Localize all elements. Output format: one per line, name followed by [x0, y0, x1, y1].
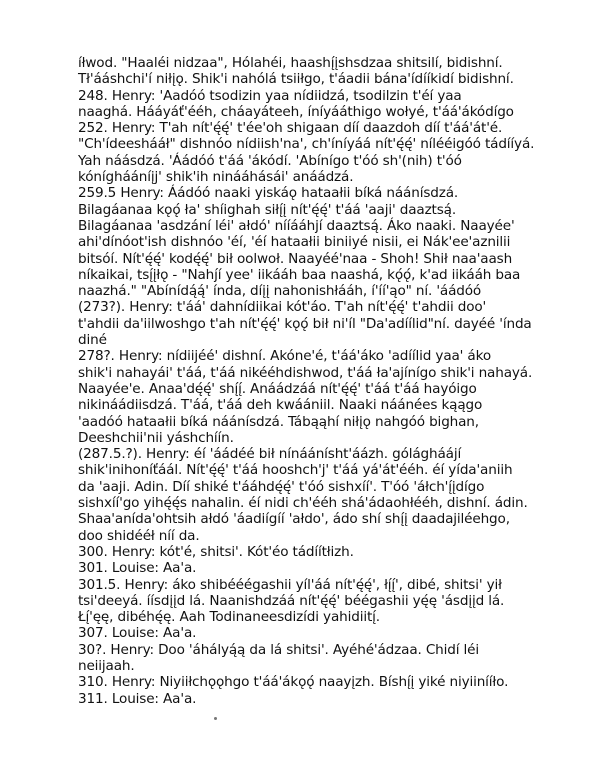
text-line: bitsóí. Nít'ę́ę́' kodę́ę́' bił oolwoł. Naayéé'naa - Shoh! Shił naa'aash	[78, 250, 513, 267]
text-line: íłwod. "Haaléi nidzaa", Hólahéi, haashį́įshsdzaa shitsilí, bidishní.	[78, 55, 503, 71]
text-line: 259.5 Henry: Áádóó naaki yiskáǫ hataałii bíká náánísdzá.	[78, 185, 459, 202]
text-line: diné	[78, 332, 107, 349]
scan-speck	[214, 717, 217, 720]
text-line: nikináádiisdzá. T'áá, t'áá deh kwáániil. Naaki náánées kąągo	[78, 397, 483, 414]
text-line: 310. Henry: Niyiiłchǫǫhgo t'áá'ákǫǫ́ naayįzh. Bíshį́į yiké niyiinííło.	[78, 674, 509, 691]
text-line: naaghá. Hááyáť'ééh, cháayáteeh, íníyááthigo wołyé, t'áá'ákódígo	[78, 103, 514, 120]
text-line: Bilagáanaa kǫǫ́ ła' shíighah siłį́į nít'ę́ę́' t'áá 'aaji' daaztsą́.	[78, 201, 457, 218]
text-line: Yah náásdzá. 'Áádóó t'áá 'ákódí. 'Abínígo t'óó sh'(nih) t'óó	[78, 152, 462, 169]
text-line: Łį́'ęę, dibéhę́ę. Aah Todinaneesdizídi yahidiitį́.	[78, 609, 380, 626]
text-line: (273?). Henry: t'áá' dahnídiikai kót'áo. T'ah nít'ę́ę́' t'ahdii doo'	[78, 299, 487, 316]
text-line: naazhá." "Abínídą́ą́' índa, díįį nahonishłááh, í'íí'ąo" ní. 'áádóó	[78, 283, 482, 300]
text-line: tsi'deeyá. íísdįįd lá. Naanishdzáá nít'ę́ę́' béégashii yę́ę 'ásdįįd lá.	[78, 592, 505, 609]
text-line: ahi'dínóot'ish dishnóo 'éí, 'éí hataałii biniiyé nisii, ei Nák'ee'aznilii	[78, 234, 511, 251]
text-line: 311. Louise: Aa'a.	[78, 690, 197, 707]
text-line: "Ch'ídeeshááł" dishnóo nídiish'na', ch'íníyáá nít'ę́ę́' nílééigóó tádííyá.	[78, 136, 535, 153]
text-line: Tł'ááshchi'í niłįǫ. Shik'i nahólá tsiiłgo, t'áadii bána'ídííkidí bidishní.	[78, 71, 514, 88]
text-line: Naayée'e. Anaa'dę́ę́' shį́į́. Anáádzáá nít'ę́ę́' t'áá t'áá hayóigo	[78, 380, 477, 397]
text-line: da 'aaji. Adin. Díí shiké t'ááhdę́ę́' t'óó sishxíí'. T'óó 'áłch'į́įdígo	[78, 478, 485, 495]
text-line: 307. Louise: Aa'a.	[78, 625, 197, 642]
text-line: Shaa'anída'ohtsih ałdó 'áadiígíí 'ałdo', ádo shí shį́į daadajiléehgo,	[78, 511, 510, 528]
text-line: 301.5. Henry: áko shibééégashii yíl'áá nít'ę́ę́', łį́į́', dibé, shitsi' yił	[78, 576, 502, 593]
text-line: Deeshchii'nii yáshchíín.	[78, 429, 234, 446]
text-line: 252. Henry: T'ah nít'ę́ę́' t'ée'oh shigaan díí daazdoh díí t'áá'át'é.	[78, 120, 503, 137]
text-line: (287.5.?). Henry: éí 'áádéé bił nínáánísht'áázh. gólágháájí	[78, 446, 462, 463]
text-line: neiijaah.	[78, 657, 135, 674]
text-line: Bilagáanaa 'asdzání léi' ałdó' nííááhjí daaztsą́. Áko naaki. Naayée'	[78, 217, 515, 234]
text-line: níkaikai, tsį́įłǫ - "Nahj́í yee' iikááh baa naashá, kǫ́ǫ́, k'ad iikááh baa	[78, 266, 521, 283]
text-line: sishxíí'go yihę́ę́s nahalin. éí nidi ch'ééh shá'ádaohłééh, dishní. ádin.	[78, 495, 528, 512]
text-line: 300. Henry: kót'é, shitsi'. Kót'éo tádíítłizh.	[78, 543, 354, 560]
text-line: 30?. Henry: Doo 'áhályą́ą da lá shitsi'. Ayéhé'ádzaa. Chidí léi	[78, 641, 480, 658]
text-line: t'ahdii da'iilwoshgo t'ah nít'ę́ę́' kǫǫ́ bił ni'íl "Da'adíílid"ní. dayéé 'índa	[78, 315, 532, 332]
text-line: kóníghááníįj' shik'ih ninááhásái' anáádzá.	[78, 169, 354, 186]
text-line: 'aadóó hataałii bíká náánísdzá. Tábąąhí niłįǫ nahgóó bighan,	[78, 413, 479, 430]
text-line: doo shidééł níí da.	[78, 527, 200, 544]
text-line: 301. Louise: Aa'a.	[78, 560, 197, 577]
text-line: 248. Henry: 'Aadóó tsodizin yaa nídiidzá, tsodilzin t'éí yaa	[78, 87, 462, 104]
text-line: 278?. Henry: nídiijéé' dishní. Akóne'é, t'áá'áko 'adíílid yaa' áko	[78, 348, 492, 365]
transcript-text	[78, 55, 583, 707]
text-line: shik'inihoníťáál. Nít'ę́ę́' t'áá hooshch'j' t'áá yá'át'ééh. éí yída'aniih	[78, 462, 513, 479]
text-line: shik'i nahayái' t'áá, t'áá nikééhdishwod, t'áá ła'ajínígo shik'i nahayá.	[78, 364, 533, 381]
